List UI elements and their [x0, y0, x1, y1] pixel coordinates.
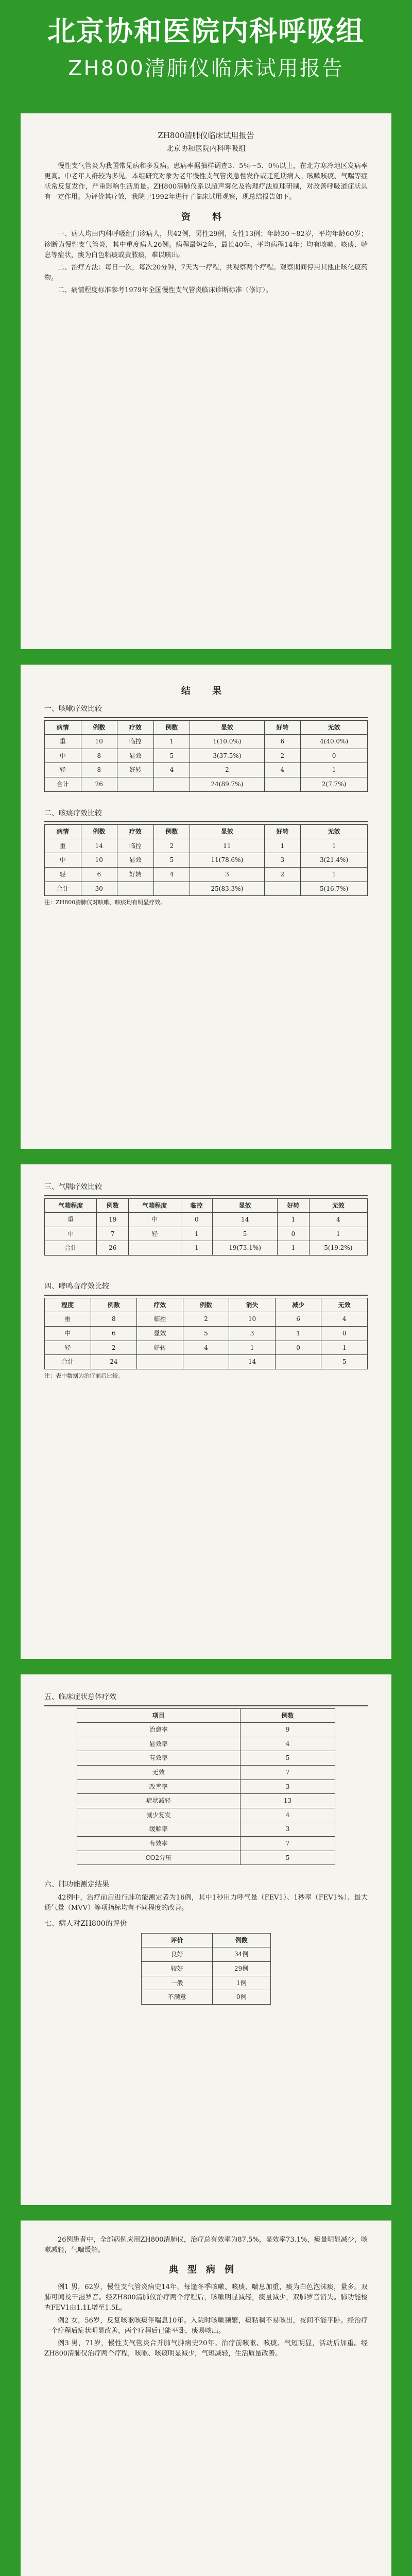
table-cell: [153, 777, 190, 791]
table-cell: 11(78.6%): [190, 853, 264, 868]
table-row: [45, 1355, 368, 1369]
table-row: [45, 763, 368, 777]
table-cell: 4: [240, 1737, 335, 1751]
table-header-cell: 疗效: [137, 1298, 183, 1312]
table-header-cell: 例数: [97, 1198, 129, 1213]
table-cell: [264, 777, 301, 791]
table-cell: 5: [240, 1751, 335, 1766]
table-cell: 较好: [142, 1962, 212, 1976]
table-cell: 10: [81, 853, 117, 868]
asthma-efficacy-table: [44, 1198, 368, 1256]
header-subtitle: ZH800清肺仪临床试用报告: [68, 57, 344, 80]
table-header-cell: 例数: [81, 825, 117, 839]
table-cell: 8: [81, 749, 117, 763]
table-cell: 减少复发: [77, 1808, 240, 1822]
table-cell: 1: [229, 1341, 276, 1355]
table-cell: 1: [301, 868, 368, 882]
table-row: [45, 1241, 368, 1256]
table-cell: 1: [153, 735, 190, 749]
materials-item-1: 一、病人均由内科呼吸组门诊病人，共42例，男性29例，女性13例；年龄30～82岁，平均年龄60岁；诊断为慢性支气管炎，其中重度病人26例。病程最短2年，最长40年，平均病程14年；均有咳嗽、咳痰、喘息等症状，痰为白色粘痰或黄脓痰，难以咳出。: [44, 230, 368, 259]
table-cell: 2: [91, 1341, 137, 1355]
table-cell: 显效: [117, 749, 154, 763]
table-cell: 改善率: [77, 1780, 240, 1794]
table-cell: 4: [153, 868, 190, 882]
table5-caption: 五、临床症状总体疗效: [44, 1693, 116, 1701]
table-row: [45, 777, 368, 791]
table-cell: [264, 882, 301, 896]
overall-efficacy-table: [77, 1708, 335, 1866]
table-cell: 29例: [212, 1962, 270, 1976]
table-cell: 0: [301, 749, 368, 763]
table-cell: 14: [213, 1213, 278, 1227]
table-cell: 显效: [117, 853, 154, 868]
table-header-cell: 无效: [309, 1198, 367, 1213]
report-institution: 北京协和医院内科呼吸组: [166, 145, 246, 154]
table-cell: 1(10.0%): [190, 735, 264, 749]
case-1: 例1 男，62岁，慢性支气管炎病史14年，每逢冬季咳嗽、咳痰、喘息加重，痰为白色泡沫痰，量多。双肺可闻及干湿罗音。经ZH800清肺仪治疗两个疗程后，咳嗽明显减轻，痰量减少，双肺罗音消失。肺功能检查FEV1由1.1L增至1.5L。: [44, 2283, 368, 2312]
table-header-cell: 临控: [181, 1198, 213, 1213]
table-row: [45, 839, 368, 853]
table-cell: 临控: [117, 839, 154, 853]
table-row: [77, 1837, 335, 1851]
table-cell: 1: [181, 1241, 213, 1256]
table-cell: 有效率: [77, 1837, 240, 1851]
table-header-cell: 例数: [240, 1708, 335, 1723]
divider: [44, 1295, 368, 1296]
table-cell: 好转: [117, 763, 154, 777]
table-row: [77, 1723, 335, 1737]
table-cell: [117, 777, 154, 791]
table-cell: 25(83.3%): [190, 882, 264, 896]
table-row: [77, 1808, 335, 1822]
table-row: [45, 1227, 368, 1241]
table-cell: 重: [45, 839, 81, 853]
table-row: [77, 1751, 335, 1766]
table-cell: 3: [264, 853, 301, 868]
table-cell: 0例: [212, 1990, 270, 2005]
table-cell: 1: [275, 1326, 321, 1341]
table-cell: 7: [240, 1837, 335, 1851]
table-cell: 14: [229, 1355, 276, 1369]
table-row: [77, 1794, 335, 1808]
table-cell: 4: [264, 763, 301, 777]
table-cell: 5: [183, 1326, 229, 1341]
table-cell: 13: [240, 1794, 335, 1808]
page3-note: 注：表中数据为治疗前后比较。: [44, 1372, 124, 1379]
table-header-cell: 病情: [45, 825, 81, 839]
table-cell: 临控: [137, 1312, 183, 1327]
table-header-cell: 疗效: [117, 825, 154, 839]
table-cell: 轻: [129, 1227, 181, 1241]
table-cell: 34例: [212, 1947, 270, 1962]
case-2: 例2 女，56岁，反复咳嗽咳痰伴喘息10年。入院时咳嗽频繁，痰粘稠不易咳出，夜间不能平卧。经治疗一个疗程后症状明显改善，两个疗程后已能平卧，痰易咳出。: [44, 2316, 368, 2335]
table-cell: [129, 1241, 181, 1256]
table4-caption: 四、哮鸣音疗效比较: [44, 1282, 109, 1291]
table-cell: 2: [264, 868, 301, 882]
table-cell: 中: [45, 853, 81, 868]
patient-evaluation-heading: 七、病人对ZH800的评价: [44, 1920, 127, 1928]
table-cell: 6: [264, 735, 301, 749]
table-cell: 一般: [142, 1976, 212, 1990]
table-cell: 24: [91, 1355, 137, 1369]
table-cell: 7: [97, 1227, 129, 1241]
table-cell: 0: [278, 1227, 310, 1241]
table-row: [45, 882, 368, 896]
table-cell: 3(21.4%): [301, 853, 368, 868]
table-cell: 4: [240, 1808, 335, 1822]
table-header-cell: 好转: [278, 1198, 310, 1213]
table-cell: 2: [153, 839, 190, 853]
table-header-cell: 好转: [264, 720, 301, 735]
table1-caption: 一、咳嗽疗效比较: [44, 704, 102, 713]
table-header-cell: 例数: [183, 1298, 229, 1312]
table-cell: 2(7.7%): [301, 777, 368, 791]
table-cell: 轻: [45, 868, 81, 882]
lung-function-heading: 六、肺功能测定结果: [44, 1880, 109, 1889]
table-header-cell: 疗效: [117, 720, 154, 735]
table-cell: 1例: [212, 1976, 270, 1990]
divider: [44, 1195, 368, 1196]
table-row: [77, 1737, 335, 1751]
table-row: [142, 1990, 270, 2005]
table-cell: 合计: [45, 1355, 91, 1369]
table-cell: 好转: [137, 1341, 183, 1355]
table-header-cell: 项目: [77, 1708, 240, 1723]
table-row: [77, 1851, 335, 1865]
table-cell: 1: [278, 1241, 310, 1256]
table-row: [142, 1947, 270, 1962]
intro-paragraph: 慢性支气管炎为我国常见病和多发病。患病率据抽样调查3．5％～5．0％以上，在北方寒冷地区发病率更高。中老年人群较为多见。本组研究对象为老年慢性支气管炎急性发作或迁延期病人。咳嗽咳痰、气喘等症状常反复发作，严重影响生活质量。ZH800清肺仪系以超声雾化及物理疗法原理研制，对改善呼吸道症状具有一定作用。为评价其疗效，我院于1992年进行了临床试用观察，现总结报告如下。: [44, 162, 368, 201]
table-header-cell: 显效: [190, 825, 264, 839]
table-header-cell: 好转: [264, 825, 301, 839]
table-cell: 1: [309, 1227, 367, 1241]
table-cell: 4: [153, 763, 190, 777]
table-cell: 不满意: [142, 1990, 212, 2005]
table-cell: 11: [190, 839, 264, 853]
table-row: [45, 868, 368, 882]
table-cell: 无效: [77, 1766, 240, 1780]
table-row: [77, 1822, 335, 1837]
report-page-1: [21, 113, 391, 649]
table-cell: 好转: [117, 868, 154, 882]
table-cell: 8: [91, 1312, 137, 1327]
table-cell: 0: [275, 1341, 321, 1355]
table-cell: 24(89.7%): [190, 777, 264, 791]
table-cell: 0: [321, 1326, 368, 1341]
results-summary: 26例患者中，全部病例应用ZH800清肺仪，治疗总有效率为87.5%，显效率73.1%，痰量明显减少，咳嗽减轻，气喘缓解。: [44, 2236, 368, 2255]
table-cell: 合计: [45, 1241, 97, 1256]
table-header-cell: 评价: [142, 1933, 212, 1947]
table3-caption: 三、气喘疗效比较: [44, 1183, 102, 1191]
table-cell: 2: [183, 1312, 229, 1327]
table-cell: 显效: [137, 1326, 183, 1341]
table-row: [77, 1780, 335, 1794]
table-cell: 轻: [45, 763, 81, 777]
table-row: [45, 1312, 368, 1327]
table-header-cell: 病情: [45, 720, 81, 735]
table-cell: 3: [190, 868, 264, 882]
section-heading-results: 结 果: [181, 686, 231, 697]
table-row: [77, 1766, 335, 1780]
divider: [44, 1705, 368, 1706]
wheeze-efficacy-table: [44, 1298, 368, 1369]
table-cell: 合计: [45, 777, 81, 791]
table-cell: 26: [81, 777, 117, 791]
table-header-cell: 无效: [301, 720, 368, 735]
table-cell: 轻: [45, 1341, 91, 1355]
table-cell: 30: [81, 882, 117, 896]
table-cell: 0: [181, 1213, 213, 1227]
table-cell: [153, 882, 190, 896]
sputum-efficacy-table: [44, 824, 368, 896]
table-cell: 3(37.5%): [190, 749, 264, 763]
table-cell: 10: [229, 1312, 276, 1327]
table-cell: 6: [81, 868, 117, 882]
table-cell: 显效率: [77, 1737, 240, 1751]
lung-function-text: 42例中，治疗前后进行肺功能测定者为16例，其中1秒用力呼气量（FEV1）、1秒率（FEV1%）、最大通气量（MVV）等项指标均有不同程度的改善。: [44, 1893, 368, 1912]
report-page-3: [21, 1164, 391, 1659]
table-cell: 3: [229, 1326, 276, 1341]
report-title: ZH800清肺仪临床试用报告: [158, 131, 254, 140]
table-cell: 中: [45, 1227, 97, 1241]
table-header-cell: 显效: [213, 1198, 278, 1213]
table-cell: 缓解率: [77, 1822, 240, 1837]
table-header-cell: 例数: [91, 1298, 137, 1312]
table-cell: 19: [97, 1213, 129, 1227]
table-cell: 5: [321, 1355, 368, 1369]
table-header-cell: 减少: [275, 1298, 321, 1312]
table-header-cell: 消失: [229, 1298, 276, 1312]
table-row: [45, 1326, 368, 1341]
case-3: 例3 男，71岁，慢性支气管炎合并肺气肿病史20年。治疗前咳嗽、咳痰、气短明显，活动后加重。经ZH800清肺仪治疗两个疗程，咳嗽、咳痰明显减少，气短减轻，生活质量改善。: [44, 2339, 368, 2358]
table-row: [142, 1962, 270, 1976]
table-header-cell: 例数: [153, 825, 190, 839]
report-page-5: [21, 2221, 391, 2576]
table-row: [142, 1976, 270, 1990]
cough-efficacy-table: [44, 720, 368, 792]
table-cell: CO2分压: [77, 1851, 240, 1865]
table-cell: [117, 882, 154, 896]
patient-evaluation-table: [141, 1933, 270, 2005]
table-cell: 症状减轻: [77, 1794, 240, 1808]
header-title: 北京协和医院内科呼吸组: [47, 15, 365, 47]
table-cell: 良好: [142, 1947, 212, 1962]
section-heading-cases: 典型病例: [169, 2264, 243, 2276]
table-header-cell: 气喘程度: [45, 1198, 97, 1213]
table-cell: 5: [213, 1227, 278, 1241]
table-header-cell: 显效: [190, 720, 264, 735]
table-cell: 重: [45, 735, 81, 749]
section-heading-materials: 资 料: [181, 211, 231, 223]
materials-footnote: 二、病情程度标准参考1979年全国慢性支气管炎临床诊断标准（修订）。: [58, 286, 272, 295]
table-cell: 1: [264, 839, 301, 853]
table-header-cell: 程度: [45, 1298, 91, 1312]
divider: [44, 717, 368, 718]
table-row: [45, 1341, 368, 1355]
header: [0, 0, 412, 108]
table-cell: 1: [278, 1213, 310, 1227]
table-cell: 重: [45, 1312, 91, 1327]
table-cell: 有效率: [77, 1751, 240, 1766]
table-cell: 2: [190, 763, 264, 777]
table-cell: 7: [240, 1766, 335, 1780]
table-cell: 9: [240, 1723, 335, 1737]
materials-item-2: 二、治疗方法：每日一次，每次20分钟，7天为一疗程，共观察两个疗程。观察期间停用其他止咳化痰药物。: [44, 263, 368, 282]
table-cell: 中: [45, 1326, 91, 1341]
table-cell: 临控: [117, 735, 154, 749]
table-cell: 4(40.0%): [301, 735, 368, 749]
table-header-cell: 无效: [321, 1298, 368, 1312]
table-row: [45, 735, 368, 749]
page2-note: 注：ZH800清肺仪对咳嗽、咳痰均有明显疗效。: [44, 899, 166, 906]
table-cell: 5(16.7%): [301, 882, 368, 896]
table-row: [45, 853, 368, 868]
table-cell: 1: [301, 763, 368, 777]
table-cell: 2: [264, 749, 301, 763]
table-cell: 5(19.2%): [309, 1241, 367, 1256]
table-cell: 治愈率: [77, 1723, 240, 1737]
divider: [44, 821, 368, 822]
table2-caption: 二、咳痰疗效比较: [44, 809, 102, 818]
table-header-cell: 例数: [153, 720, 190, 735]
table-cell: 6: [91, 1326, 137, 1341]
table-cell: 26: [97, 1241, 129, 1256]
table-cell: 5: [240, 1851, 335, 1865]
table-cell: [183, 1355, 229, 1369]
report-page-2: [21, 665, 391, 1149]
table-cell: 4: [183, 1341, 229, 1355]
table-cell: 10: [81, 735, 117, 749]
table-cell: 合计: [45, 882, 81, 896]
table-cell: 中: [129, 1213, 181, 1227]
report-page-4: [21, 1674, 391, 2205]
table-header-cell: 无效: [301, 825, 368, 839]
table-cell: 6: [275, 1312, 321, 1327]
table-header-cell: 例数: [81, 720, 117, 735]
table-header-cell: 气喘程度: [129, 1198, 181, 1213]
table-cell: 3: [240, 1822, 335, 1837]
table-cell: 14: [81, 839, 117, 853]
table-cell: 3: [240, 1780, 335, 1794]
table-cell: [137, 1355, 183, 1369]
table-cell: 重: [45, 1213, 97, 1227]
table-cell: 1: [321, 1341, 368, 1355]
table-cell: 4: [309, 1213, 367, 1227]
table-cell: 中: [45, 749, 81, 763]
table-cell: 4: [321, 1312, 368, 1327]
table-cell: [275, 1355, 321, 1369]
table-cell: 5: [153, 853, 190, 868]
table-cell: 8: [81, 763, 117, 777]
table-row: [45, 749, 368, 763]
table-cell: 1: [301, 839, 368, 853]
table-header-cell: 例数: [212, 1933, 270, 1947]
table-row: [45, 1213, 368, 1227]
table-cell: 5: [153, 749, 190, 763]
table-cell: 1: [181, 1227, 213, 1241]
table-cell: 19(73.1%): [213, 1241, 278, 1256]
